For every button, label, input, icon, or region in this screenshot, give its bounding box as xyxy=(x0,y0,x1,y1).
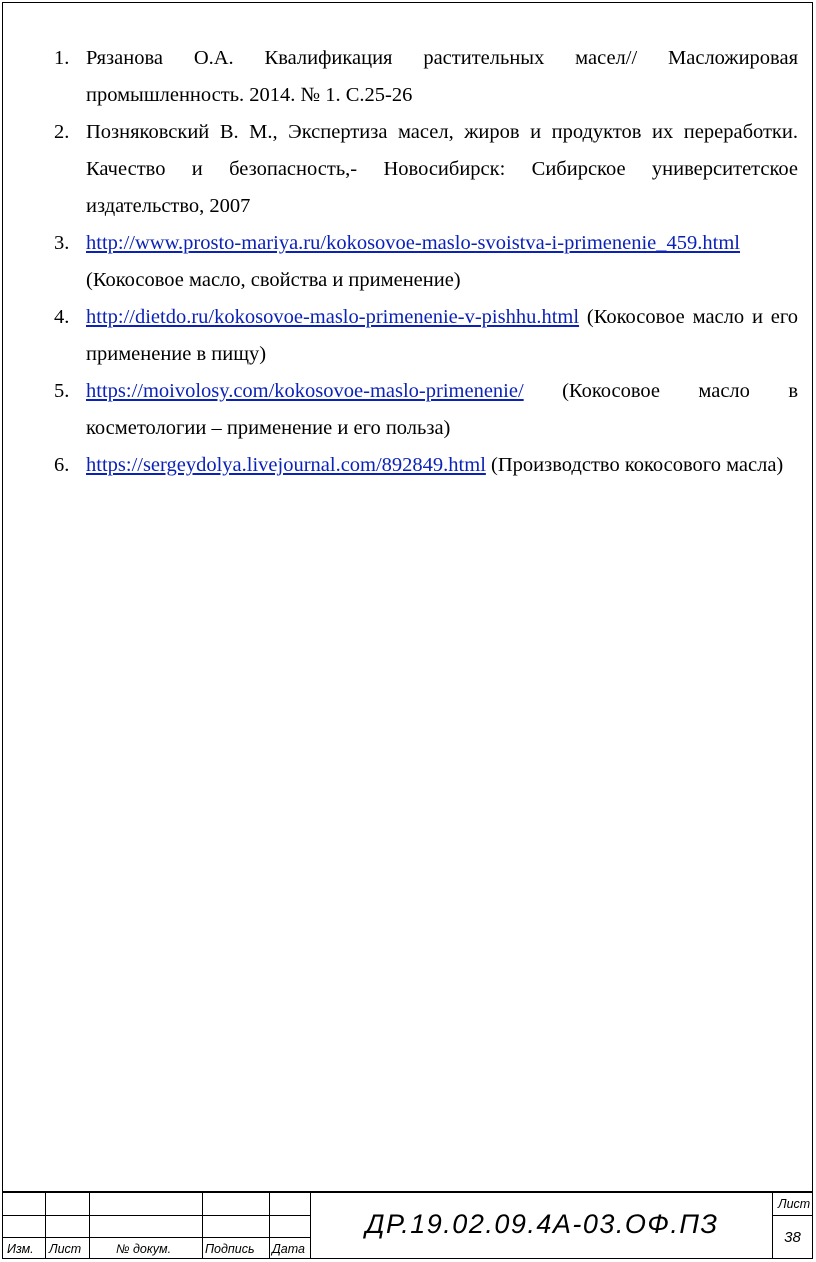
stamp-label-sheet: Лист xyxy=(778,1197,811,1211)
reference-item xyxy=(54,447,798,484)
stamp-divider xyxy=(269,1193,270,1259)
reference-link[interactable]: http://dietdo.ru/kokosovoe-maslo-primenenie-v-pishhu.html xyxy=(86,306,580,328)
stamp-label-izm: Изм. xyxy=(7,1242,34,1256)
reference-text: (Кокосовое масло в косметологии – применение и его польза) xyxy=(86,380,799,439)
reference-item xyxy=(54,225,798,299)
reference-link[interactable]: https://moivolosy.com/kokosovoe-maslo-primenenie/ xyxy=(86,380,524,402)
stamp-divider xyxy=(89,1193,90,1259)
sheet-number: 38 xyxy=(784,1229,801,1246)
stamp-label-date: Дата xyxy=(272,1242,305,1256)
title-block xyxy=(2,1191,813,1259)
reference-text: Рязанова О.А. Квалификация растительных масел// Масложировая промышленность. 2014. № 1. С.25-26 xyxy=(86,47,798,106)
reference-text: (Кокосовое масло, свойства и применение) xyxy=(86,269,461,291)
reference-number: 6. xyxy=(54,454,70,476)
stamp-row-line xyxy=(772,1215,813,1216)
reference-text: Позняковский В. М., Экспертиза масел, жиров и продуктов их переработки. Качество и безопасность,- Новосибирск: Сибирское университетское издательство, 2007 xyxy=(86,121,798,217)
stamp-divider xyxy=(202,1193,203,1259)
stamp-divider xyxy=(310,1193,311,1259)
reference-text: (Кокосовое масло и его применение в пищу) xyxy=(86,306,798,365)
reference-link[interactable]: http://www.prosto-mariya.ru/kokosovoe-maslo-svoistva-i-primenenie_459.html xyxy=(86,232,740,254)
stamp-label-list: Лист xyxy=(49,1242,82,1256)
reference-number: 4. xyxy=(54,306,70,328)
reference-item xyxy=(54,40,798,114)
stamp-divider xyxy=(772,1193,773,1259)
reference-link[interactable]: https://sergeydolya.livejournal.com/892849.html xyxy=(86,454,486,476)
stamp-divider xyxy=(45,1193,46,1259)
reference-item xyxy=(54,114,798,225)
stamp-label-sign: Подпись xyxy=(205,1242,255,1256)
reference-number: 2. xyxy=(54,121,70,143)
stamp-row-line xyxy=(2,1237,310,1238)
stamp-label-doc: № докум. xyxy=(116,1242,172,1256)
reference-item xyxy=(54,299,798,373)
reference-number: 1. xyxy=(54,47,70,69)
reference-item xyxy=(54,373,798,447)
reference-text: (Производство кокосового масла) xyxy=(491,454,784,476)
reference-list xyxy=(54,40,798,484)
reference-number: 5. xyxy=(54,380,70,402)
stamp-row-line xyxy=(2,1215,310,1216)
reference-number: 3. xyxy=(54,232,70,254)
document-code: ДР.19.02.09.4А-03.ОФ.ПЗ xyxy=(365,1209,719,1239)
